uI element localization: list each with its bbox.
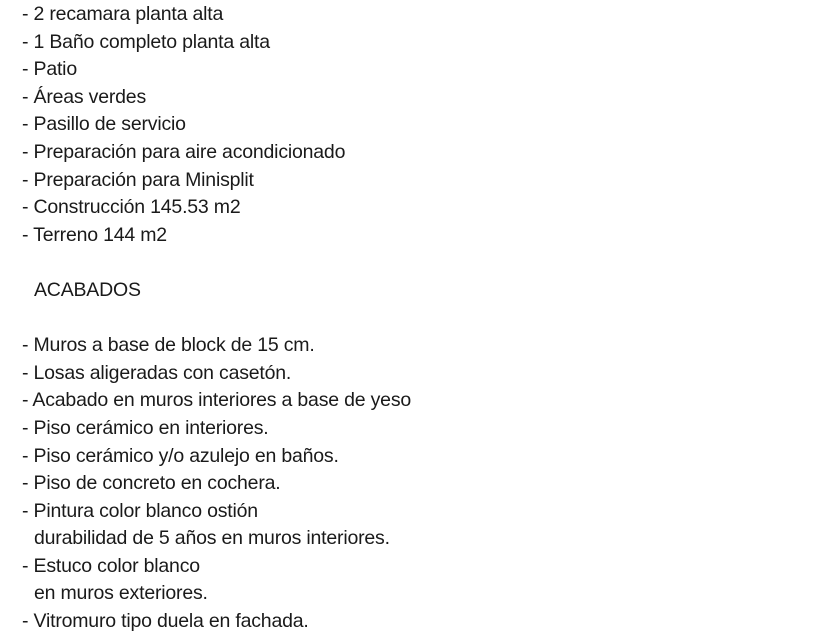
feature-item: - Preparación para Minisplit (22, 168, 254, 191)
feature-item: - Pasillo de servicio (22, 113, 186, 136)
acabado-item: - Muros a base de block de 15 cm. (22, 334, 315, 357)
acabado-item: - Losas aligeradas con casetón. (22, 361, 292, 384)
acabado-item: - Estuco color blanco (22, 554, 200, 577)
document-body (22, 0, 822, 636)
acabado-item: - Piso cerámico y/o azulejo en baños. (22, 444, 339, 467)
acabado-item-continuation: en muros exteriores. (34, 582, 208, 605)
acabado-item: - Pintura color blanco ostión (22, 499, 258, 522)
feature-item: - Patio (22, 58, 77, 81)
acabado-item: - Piso cerámico en interiores. (22, 416, 269, 439)
feature-item: - Terreno 144 m2 (22, 223, 167, 246)
feature-item: - Áreas verdes (22, 85, 146, 108)
acabado-item: - Acabado en muros interiores a base de yeso (22, 389, 412, 412)
acabado-item: - Vitromuro tipo duela en fachada. (22, 610, 309, 633)
blank-line (22, 305, 822, 333)
feature-item: - Preparación para aire acondicionado (22, 140, 346, 163)
acabado-item: - Piso de concreto en cochera. (22, 472, 281, 495)
feature-item: - Construcción 145.53 m2 (22, 196, 241, 219)
blank-line (22, 249, 822, 277)
section-heading-acabados: ACABADOS (34, 278, 141, 301)
acabado-item-continuation: durabilidad de 5 años en muros interiores. (34, 527, 390, 550)
feature-item: - 2 recamara planta alta (22, 3, 224, 25)
feature-item: - 1 Baño completo planta alta (22, 30, 270, 53)
